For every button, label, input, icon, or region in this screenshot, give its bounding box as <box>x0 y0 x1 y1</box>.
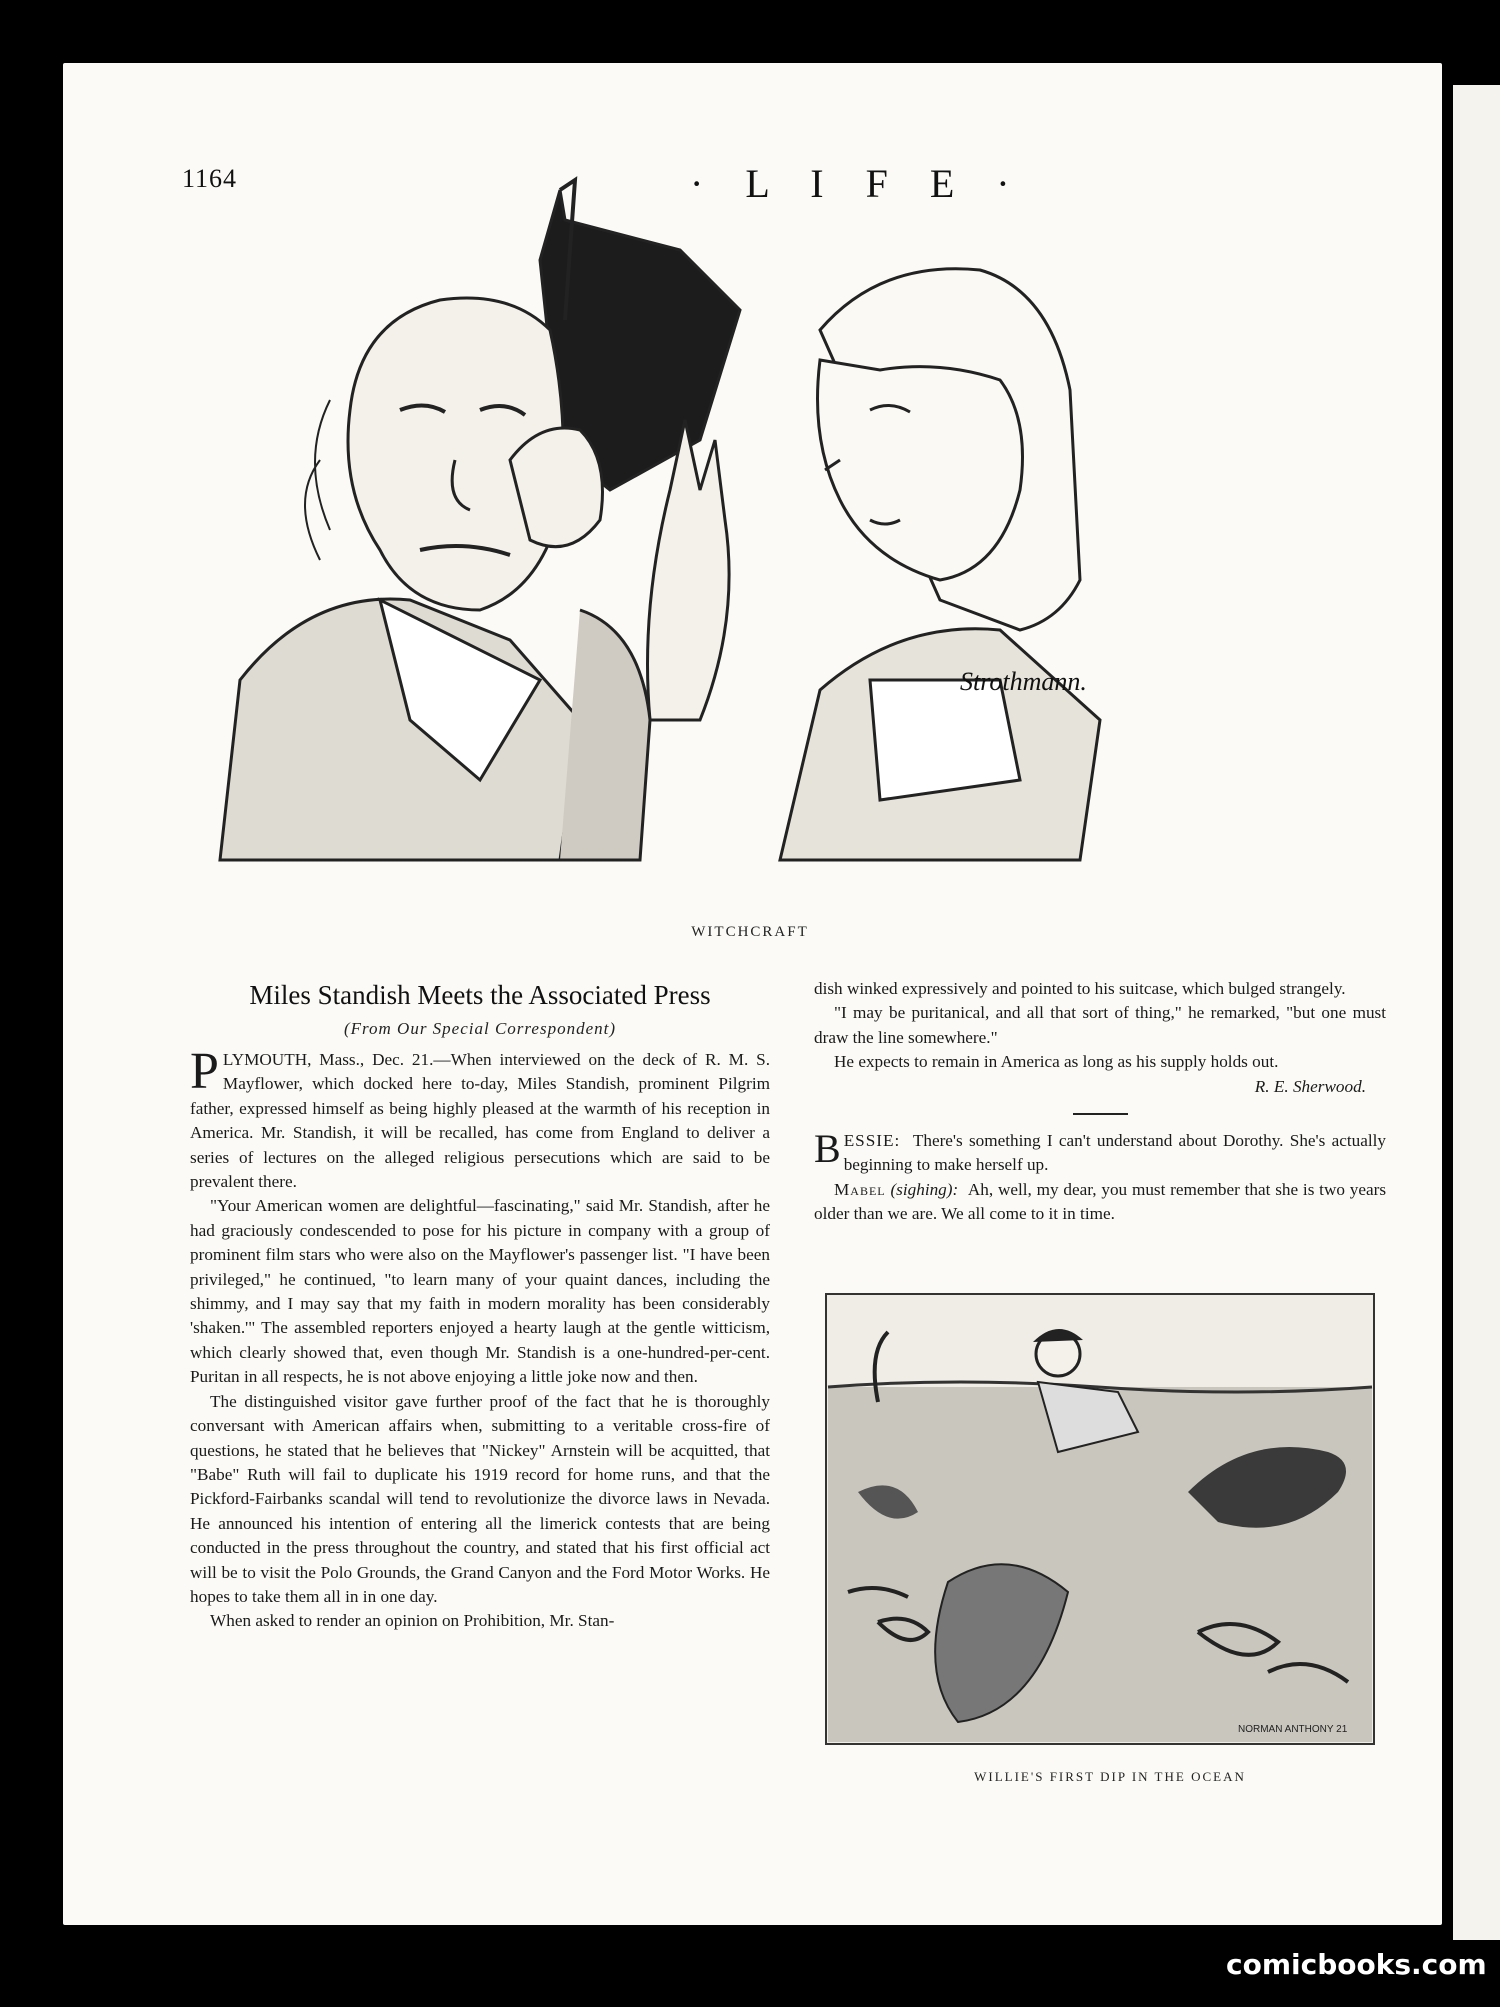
section-divider <box>1073 1113 1128 1115</box>
illustration-caption-witchcraft: WITCHCRAFT <box>691 924 809 940</box>
artist-signature: Strothmann. <box>960 667 1087 696</box>
article-paragraph: dish winked expressively and pointed to his suitcase, which bulged strangely. <box>814 979 1346 998</box>
dialogue-line: Mabel (sighing): Ah, well, my dear, you must remember that she is two years older than we are. We all come to it in time. <box>814 1179 1387 1224</box>
author-byline <box>814 1075 1386 1099</box>
illustration-caption-willie: WILLIE'S FIRST DIP IN THE OCEAN <box>974 1769 1246 1784</box>
site-watermark: comicbooks.com <box>1226 1948 1487 1981</box>
dialogue-line: BESSIE: There's something I can't understand about Dorothy. She's actually beginning to make herself up. <box>814 1126 1386 1175</box>
article-paragraph: When asked to render an opinion on Prohibition, Mr. Stan- <box>210 1611 615 1631</box>
article-title: Miles Standish Meets the Associated Press <box>249 980 711 1010</box>
willie-ocean-illustration <box>818 1292 1382 1750</box>
author-name: R. E. Sherwood. <box>1254 1076 1366 1096</box>
article-paragraph: "I may be puritanical, and all that sort of thing," he remarked, "but one must draw the line somewhere." <box>814 1003 1386 1047</box>
artist-signature: NORMAN ANTHONY 21 <box>1238 1724 1348 1735</box>
page-number: 1164 <box>182 164 238 193</box>
article-right-column <box>814 977 1386 1227</box>
article-paragraph: He expects to remain in America as long as his supply holds out. <box>834 1052 1279 1072</box>
dialogue-dropcap: B <box>814 1126 841 1172</box>
adjacent-page-edge <box>1453 85 1500 1940</box>
article-subtitle: (From Our Special Correspondent) <box>343 1019 617 1038</box>
article-paragraph: "Your American women are delightful—fascinating," said Mr. Standish, after he had graciously condescended to pose for his picture in company with a group of prominent film stars who were also on the Mayflower's passenger list. "I have been privileged," he continued, "to learn many of your quaint dances, including the shimmy, and I may say that my faith in modern morality has been considerably 'shaken.'" The assembled reporters enjoyed a hearty laugh at the gentle witticism, which clearly showed that, even though Mr. Standish is a one-hundred-per-cent. Puritan in all respects, he is not above enjoying a little joke now and then. <box>190 1196 770 1387</box>
witchcraft-illustration <box>180 160 1380 890</box>
article-dropcap: P <box>190 1043 219 1100</box>
masthead: · L I F E · <box>690 161 1026 206</box>
article-paragraph: PLYMOUTH, Mass., Dec. 21.—When interviewed on the deck of R. M. S. Mayflower, which docked here to-day, Miles Standish, prominent Pilgrim father, expressed himself as being highly pleased at the warmth of his reception in America. Mr. Standish, it will be recalled, has come from England to deliver a series of lectures on the alleged religious persecutions which are said to be prevalent there. <box>190 1043 770 1192</box>
article-paragraph: The distinguished visitor gave further proof of the fact that he is thoroughly conversant with American affairs when, submitting to a veritable cross-fire of questions, he stated that he believes that "Nickey" Arnstein will be acquitted, that "Babe" Ruth will fail to duplicate his 1919 record for home runs, and that the Pickford-Fairbanks scandal will tend to revolutionize the divorce laws in Nevada. He announced his intention of entering all the limerick contests that are being conducted in the press throughout the country, and stated that his first official act will be to visit the Polo Grounds, the Grand Canyon and the Ford Motor Works. He hopes to take them all in in one day. <box>190 1391 770 1606</box>
article-left-column <box>190 1043 770 1634</box>
